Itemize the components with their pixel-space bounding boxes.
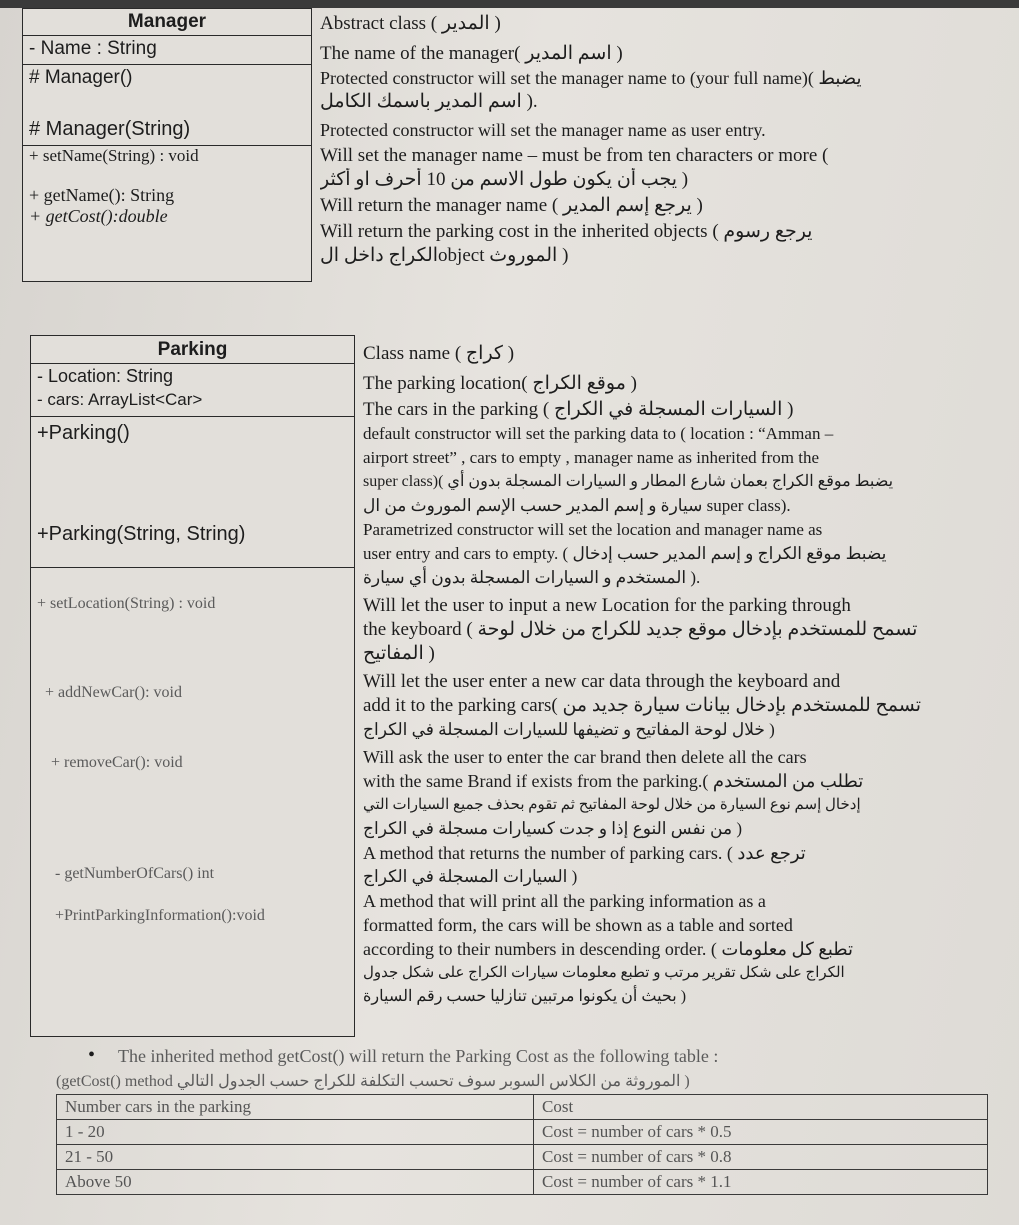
parking-desc-setlocation-3: المفاتيح ) [363, 643, 435, 664]
bullet-symbol: • [88, 1044, 96, 1066]
manager-desc-name: The name of the manager( اسم المدير ) [320, 43, 623, 64]
manager-desc-abstract: Abstract class ( المدير ) [320, 13, 501, 34]
table-row [57, 1145, 988, 1170]
manager-method-setname: + setName(String) : void [29, 146, 199, 165]
manager-desc-ctor: Protected constructor will set the manager name to (your full name)( يضبط [320, 68, 862, 88]
parking-class-title: Parking [31, 336, 354, 364]
parking-method-printinfo: +PrintParkingInformation():void [55, 907, 265, 924]
manager-desc-getcost-ar: الكراج داخل الobject الموروث ) [320, 245, 569, 266]
parking-desc-param-3: المستخدم و السيارات المسجلة بدون أي سيارة ). [363, 568, 701, 587]
manager-method-ctor-string: # Manager(String) [29, 118, 191, 140]
parking-desc-addnewcar-3: خلال لوحة المفاتيح و تضيفها للسيارات المسجلة في الكراج ) [363, 720, 775, 739]
cost-formula-cell: Cost = number of cars * 1.1 [534, 1170, 988, 1195]
manager-method-ctor: # Manager() [29, 67, 133, 88]
table-row [57, 1170, 988, 1195]
parking-desc-param-1: Parametrized constructor will set the location and manager name as [363, 520, 823, 539]
parking-desc-removecar-2: with the same Brand if exists from the parking.( تطلب من المستخدم [363, 771, 864, 791]
table-row [57, 1120, 988, 1145]
cost-table-header-row [57, 1095, 988, 1120]
parking-desc-print-1: A method that will print all the parking information as a [363, 891, 766, 911]
manager-method-getcost: + getCost():double [29, 206, 168, 226]
parking-attr-cars: - cars: ArrayList<Car> [37, 390, 203, 409]
bullet-line-2: (getCost() method الموروثة من الكلاس السوبر سوف تحسب التكلفة للكراج حسب الجدول التالي ) [56, 1073, 690, 1090]
cost-formula-cell: Cost = number of cars * 0.8 [534, 1145, 988, 1170]
parking-method-ctor: +Parking() [37, 422, 130, 444]
parking-desc-class: Class name ( كراج ) [363, 343, 515, 364]
cost-range-cell: 21 - 50 [57, 1145, 534, 1170]
cost-range-cell: 1 - 20 [57, 1120, 534, 1145]
parking-desc-location: The parking location( موقع الكراج ) [363, 373, 637, 394]
manager-uml-box [22, 8, 312, 282]
bullet-line-1: The inherited method getCost() will return the Parking Cost as the following table : [118, 1046, 719, 1066]
parking-uml-box [30, 335, 355, 1037]
manager-desc-ctor-ar: اسم المدير باسمك الكامل ). [320, 91, 538, 112]
parking-method-removecar: + removeCar(): void [51, 754, 183, 771]
manager-attr-name: - Name : String [29, 38, 157, 59]
parking-desc-default-3: super class)( يضبط موقع الكراج بعمان شارع المطار و السيارات المسجلة بدون أي [363, 473, 894, 490]
parking-desc-cars: The cars in the parking ( السيارات المسجلة في الكراج ) [363, 399, 794, 420]
cost-formula-cell: Cost = number of cars * 0.5 [534, 1120, 988, 1145]
parking-desc-print-4: الكراج على شكل تقرير مرتب و تطبع معلومات سيارات الكراج على شكل جدول [363, 965, 845, 981]
parking-desc-removecar-1: Will ask the user to enter the car brand then delete all the cars [363, 747, 807, 767]
manager-desc-setname-ar: يجب أن يكون طول الاسم من 10 أحرف او أكثر ) [320, 169, 689, 190]
cost-range-cell: Above 50 [57, 1170, 534, 1195]
manager-desc-getname: Will return the manager name ( يرجع إسم المدير ) [320, 195, 703, 216]
manager-method-getname: + getName(): String [29, 185, 175, 205]
cost-table [56, 1094, 988, 1195]
manager-desc-setname: Will set the manager name – must be from ten characters or more ( [320, 145, 829, 166]
parking-desc-getnumber-2: السيارات المسجلة في الكراج ) [363, 867, 578, 886]
manager-methods [23, 65, 311, 275]
cost-table-header-cost: Cost [534, 1095, 988, 1120]
parking-desc-addnewcar-1: Will let the user enter a new car data through the keyboard and [363, 671, 841, 692]
parking-desc-removecar-3: إدخال إسم نوع السيارة من خلال لوحة المفاتيح ثم تقوم بحذف جميع السيارات التي [363, 797, 861, 813]
parking-desc-print-2: formatted form, the cars will be shown as a table and sorted [363, 915, 793, 935]
manager-desc-ctor-string: Protected constructor will set the manager name as user entry. [320, 120, 766, 140]
cost-table-header-count: Number cars in the parking [57, 1095, 534, 1120]
parking-desc-removecar-4: من نفس النوع إذا و جدت كسيارات مسجلة في الكراج ) [363, 819, 742, 838]
manager-descriptions [320, 12, 1010, 268]
manager-desc-getcost: Will return the parking cost in the inherited objects ( يرجع رسوم [320, 221, 813, 242]
parking-desc-print-3: according to their numbers in descending order. ( تطبع كل معلومات [363, 939, 854, 959]
parking-method-getnumberofcars: - getNumberOfCars() int [55, 865, 215, 882]
parking-desc-getnumber-1: A method that returns the number of parking cars. ( ترجع عدد [363, 843, 806, 863]
parking-methods [31, 417, 354, 1035]
parking-attr-location: - Location: String [37, 366, 174, 386]
parking-desc-default-2: airport street” , cars to empty , manager name as inherited from the [363, 448, 819, 467]
parking-method-addnewcar: + addNewCar(): void [45, 684, 182, 701]
manager-attributes [23, 36, 311, 65]
parking-desc-setlocation-2: the keyboard ( تسمح للمستخدم بإدخال موقع جديد للكراج من خلال لوحة [363, 619, 918, 640]
parking-method-setlocation: + setLocation(String) : void [37, 595, 216, 612]
parking-method-ctor-params: +Parking(String, String) [37, 523, 246, 545]
parking-desc-setlocation-1: Will let the user to input a new Location for the parking through [363, 595, 851, 616]
manager-class-title: Manager [23, 9, 311, 36]
parking-desc-param-2: user entry and cars to empty. ( يضبط موقع الكراج و إسم المدير حسب إدخال [363, 544, 887, 563]
parking-attributes [31, 364, 354, 417]
parking-desc-default-4: سيارة و إسم المدير حسب الإسم الموروث من ال super class). [363, 496, 791, 515]
parking-desc-print-5: بحيث أن يكونوا مرتبين تنازليا حسب رقم السيارة ) [363, 988, 687, 1005]
parking-descriptions [363, 342, 1013, 1009]
top-edge [0, 0, 1019, 8]
parking-desc-addnewcar-2: add it to the parking cars( تسمح للمستخدم بإدخال بيانات سيارة جديد من [363, 695, 922, 716]
parking-desc-default-1: default constructor will set the parking data to ( location : “Amman – [363, 424, 834, 443]
